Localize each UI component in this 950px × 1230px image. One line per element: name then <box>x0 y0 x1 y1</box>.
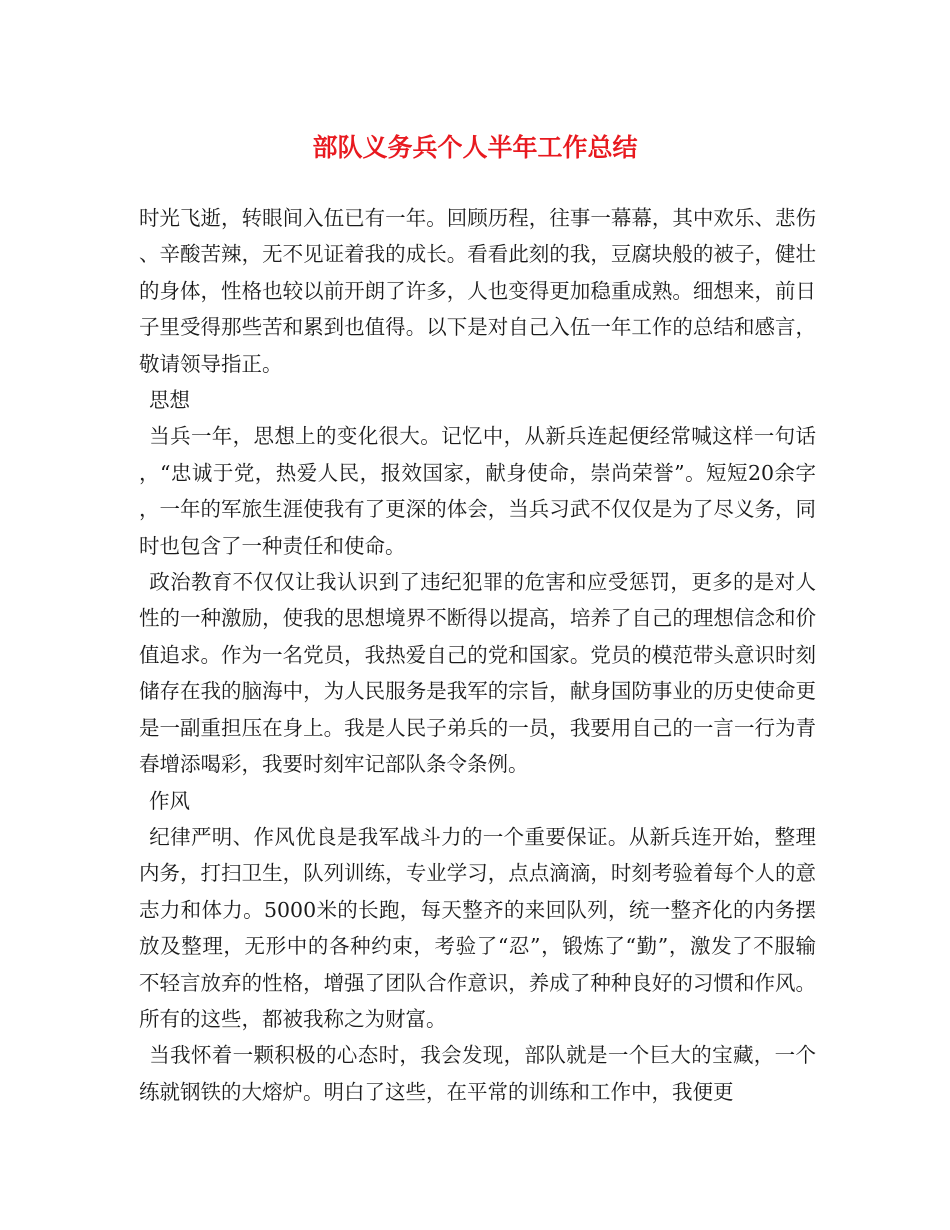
document-body <box>139 200 816 1110</box>
document-title: 部队义务兵个人半年工作总结 <box>312 133 638 162</box>
section-heading-style: 作风 <box>149 788 190 813</box>
section-heading-thought: 思想 <box>149 388 190 413</box>
paragraph-style-1: 纪律严明、作风优良是我军战斗力的一个重要保证。从新兵连开始，整理内务，打扫卫生，队列训练，专业学习，点点滴滴，时刻考验着每个人的意志力和体力。5000米的长跑，每天整齐的来回队列，统一整齐化的内务摆放及整理，无形中的各种约束，考验了“忍”，锻炼了“勤”，激发了不服输不轻言放弃的性格，增强了团队合作意识，养成了种种良好的习惯和作风。所有的这些，都被我称之为财富。 <box>139 824 816 1031</box>
paragraph-intro: 时光飞逝，转眼间入伍已有一年。回顾历程，往事一幕幕，其中欢乐、悲伤、辛酸苦辣，无不见证着我的成长。看看此刻的我，豆腐块般的被子，健壮的身体，性格也较以前开朗了许多，人也变得更加稳重成熟。细想来，前日子里受得那些苦和累到也值得。以下是对自己入伍一年工作的总结和感言，敬请领导指正。 <box>139 206 816 376</box>
paragraph-thought-2: 政治教育不仅仅让我认识到了违纪犯罪的危害和应受惩罚，更多的是对人性的一种激励，使我的思想境界不断得以提高，培养了自己的理想信念和价值追求。作为一名党员，我热爱自己的党和国家。党员的模范带头意识时刻储存在我的脑海中，为人民服务是我军的宗旨，献身国防事业的历史使命更是一副重担压在身上。我是人民子弟兵的一员，我要用自己的一言一行为青春增添喝彩，我要时刻牢记部队条令条例。 <box>139 570 816 777</box>
paragraph-thought-1: 当兵一年，思想上的变化很大。记忆中，从新兵连起便经常喊这样一句话，“忠诚于党，热爱人民，报效国家，献身使命，崇尚荣誉”。短短20余字，一年的军旅生涯使我有了更深的体会，当兵习武不仅仅是为了尽义务，同时也包含了一种责任和使命。 <box>139 424 816 558</box>
paragraph-style-2: 当我怀着一颗积极的心态时，我会发现，部队就是一个巨大的宝藏，一个练就钢铁的大熔炉。明白了这些，在平常的训练和工作中，我便更 <box>139 1043 816 1104</box>
